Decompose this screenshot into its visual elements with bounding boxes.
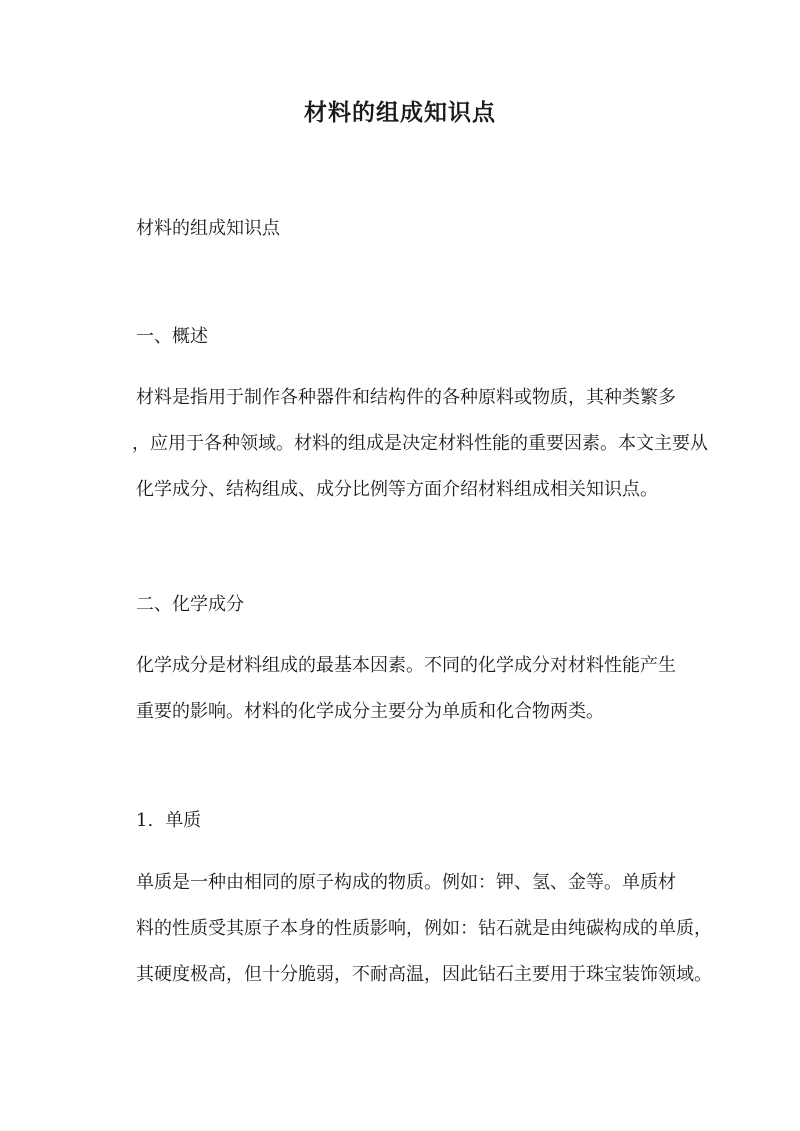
document-subtitle: 材料的组成知识点	[136, 218, 280, 239]
section-paragraph-overview	[132, 375, 708, 513]
section-heading-overview: 一、概述	[136, 326, 208, 347]
paragraph-line: ，应用于各种领域。材料的组成是决定材料性能的重要因素。本文主要从	[132, 433, 708, 454]
subsection-heading-element	[136, 808, 201, 834]
paragraph-line: 重要的影响。材料的化学成分主要分为单质和化合物两类。	[136, 701, 604, 722]
paragraph-line: 料的性质受其原子本身的性质影响，例如：钻石就是由纯碳构成的单质，	[136, 918, 712, 939]
subsection-heading-text: 单质	[165, 810, 202, 831]
paragraph-line: 单质是一种由相同的原子构成的物质。例如：钾、氢、金等。单质材	[136, 872, 676, 893]
subsection-paragraph-element	[136, 860, 712, 998]
document-title: 材料的组成知识点	[304, 99, 496, 126]
paragraph-line: 化学成分是材料组成的最基本因素。不同的化学成分对材料性能产生	[136, 655, 676, 676]
section-paragraph-chemical-composition	[136, 643, 700, 735]
paragraph-line: 化学成分、结构组成、成分比例等方面介绍材料组成相关知识点。	[136, 479, 658, 500]
paragraph-line: 材料是指用于制作各种器件和结构件的各种原料或物质，其种类繁多	[136, 387, 676, 408]
paragraph-line: 其硬度极高，但十分脆弱，不耐高温，因此钻石主要用于珠宝装饰领域。	[136, 964, 712, 985]
section-heading-chemical-composition: 二、化学成分	[136, 594, 244, 615]
list-number: 1.	[136, 810, 154, 831]
